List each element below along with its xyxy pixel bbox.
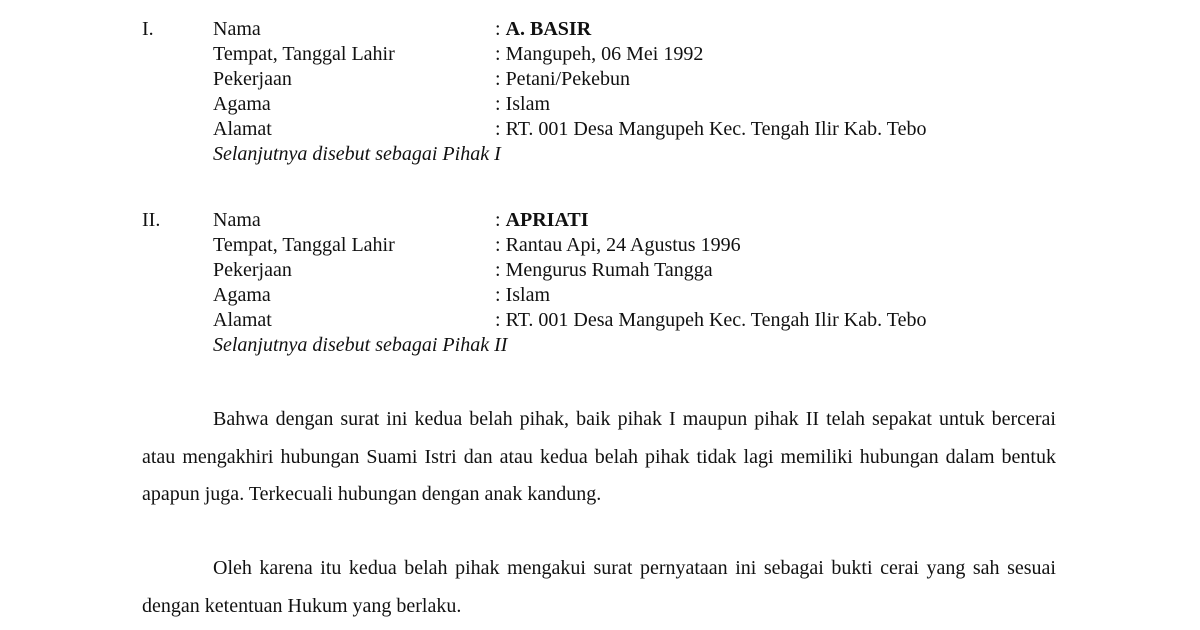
field-label: Agama [213, 284, 271, 306]
field-row-address [0, 308, 1200, 333]
separator: : [495, 259, 506, 281]
agreement-paragraph: Bahwa dengan surat ini kedua belah pihak, baik pihak I maupun pihak II telah sepakat untuk bercerai atau mengakhiri hubungan Suami Istri dan atau kedua belah pihak tidak lagi memiliki hubungan dalam bentuk apapun juga. Terkecuali hubungan dengan anak kandung. [142, 408, 1056, 505]
field-label: Alamat [213, 309, 272, 331]
field-label: Nama [213, 18, 261, 40]
field-value [495, 208, 589, 233]
field-label: Pekerjaan [213, 68, 292, 90]
field-label: Agama [213, 93, 271, 115]
field-value [495, 17, 591, 42]
field-label: Tempat, Tanggal Lahir [213, 43, 395, 65]
address-value: RT. 001 Desa Mangupeh Kec. Tengah Ilir Kab. Tebo [505, 309, 927, 331]
field-row-address [0, 117, 1200, 142]
field-label: Alamat [213, 118, 272, 140]
party-note-row [0, 333, 1200, 358]
acknowledgement-paragraph: Oleh karena itu kedua belah pihak mengakui surat pernyataan ini sebagai bukti cerai yang sah sesuai dengan ketentuan Hukum yang berlaku. [142, 557, 1056, 617]
separator: : [495, 43, 506, 65]
field-value [495, 233, 741, 258]
party-note: Selanjutnya disebut sebagai Pihak II [213, 334, 508, 356]
separator: : [495, 93, 506, 115]
separator: : [495, 68, 506, 90]
party-note: Selanjutnya disebut sebagai Pihak I [213, 143, 501, 165]
address-value: RT. 001 Desa Mangupeh Kec. Tengah Ilir Kab. Tebo [505, 118, 927, 140]
field-row-religion [0, 92, 1200, 117]
occupation-value: Mengurus Rumah Tangga [505, 259, 713, 281]
separator: : [495, 18, 506, 40]
birth-value: Rantau Api, 24 Agustus 1996 [505, 234, 741, 256]
party-note-row [0, 142, 1200, 167]
field-row-birth [0, 42, 1200, 67]
separator: : [495, 118, 506, 140]
field-value [495, 117, 926, 142]
separator: : [495, 309, 506, 331]
religion-value: Islam [505, 284, 550, 306]
party-name: A. BASIR [505, 18, 592, 40]
field-row-name [0, 17, 1200, 42]
field-row-occupation [0, 67, 1200, 92]
field-row-occupation [0, 258, 1200, 283]
field-label: Pekerjaan [213, 259, 292, 281]
separator: : [495, 234, 506, 256]
birth-value: Mangupeh, 06 Mei 1992 [505, 43, 704, 65]
field-value [495, 308, 926, 333]
party-section-1 [0, 17, 1200, 167]
field-value [495, 92, 550, 117]
field-value [495, 258, 713, 283]
field-row-birth [0, 233, 1200, 258]
occupation-value: Petani/Pekebun [505, 68, 630, 90]
field-label: Tempat, Tanggal Lahir [213, 234, 395, 256]
field-value [495, 67, 630, 92]
party-section-2 [0, 208, 1200, 358]
field-row-name [0, 208, 1200, 233]
separator: : [495, 209, 506, 231]
party-numeral: II. [142, 209, 161, 231]
field-value [495, 283, 550, 308]
religion-value: Islam [505, 93, 550, 115]
field-label: Nama [213, 209, 261, 231]
party-numeral: I. [142, 18, 154, 40]
separator: : [495, 284, 506, 306]
field-row-religion [0, 283, 1200, 308]
field-value [495, 42, 703, 67]
party-name: APRIATI [505, 209, 589, 231]
